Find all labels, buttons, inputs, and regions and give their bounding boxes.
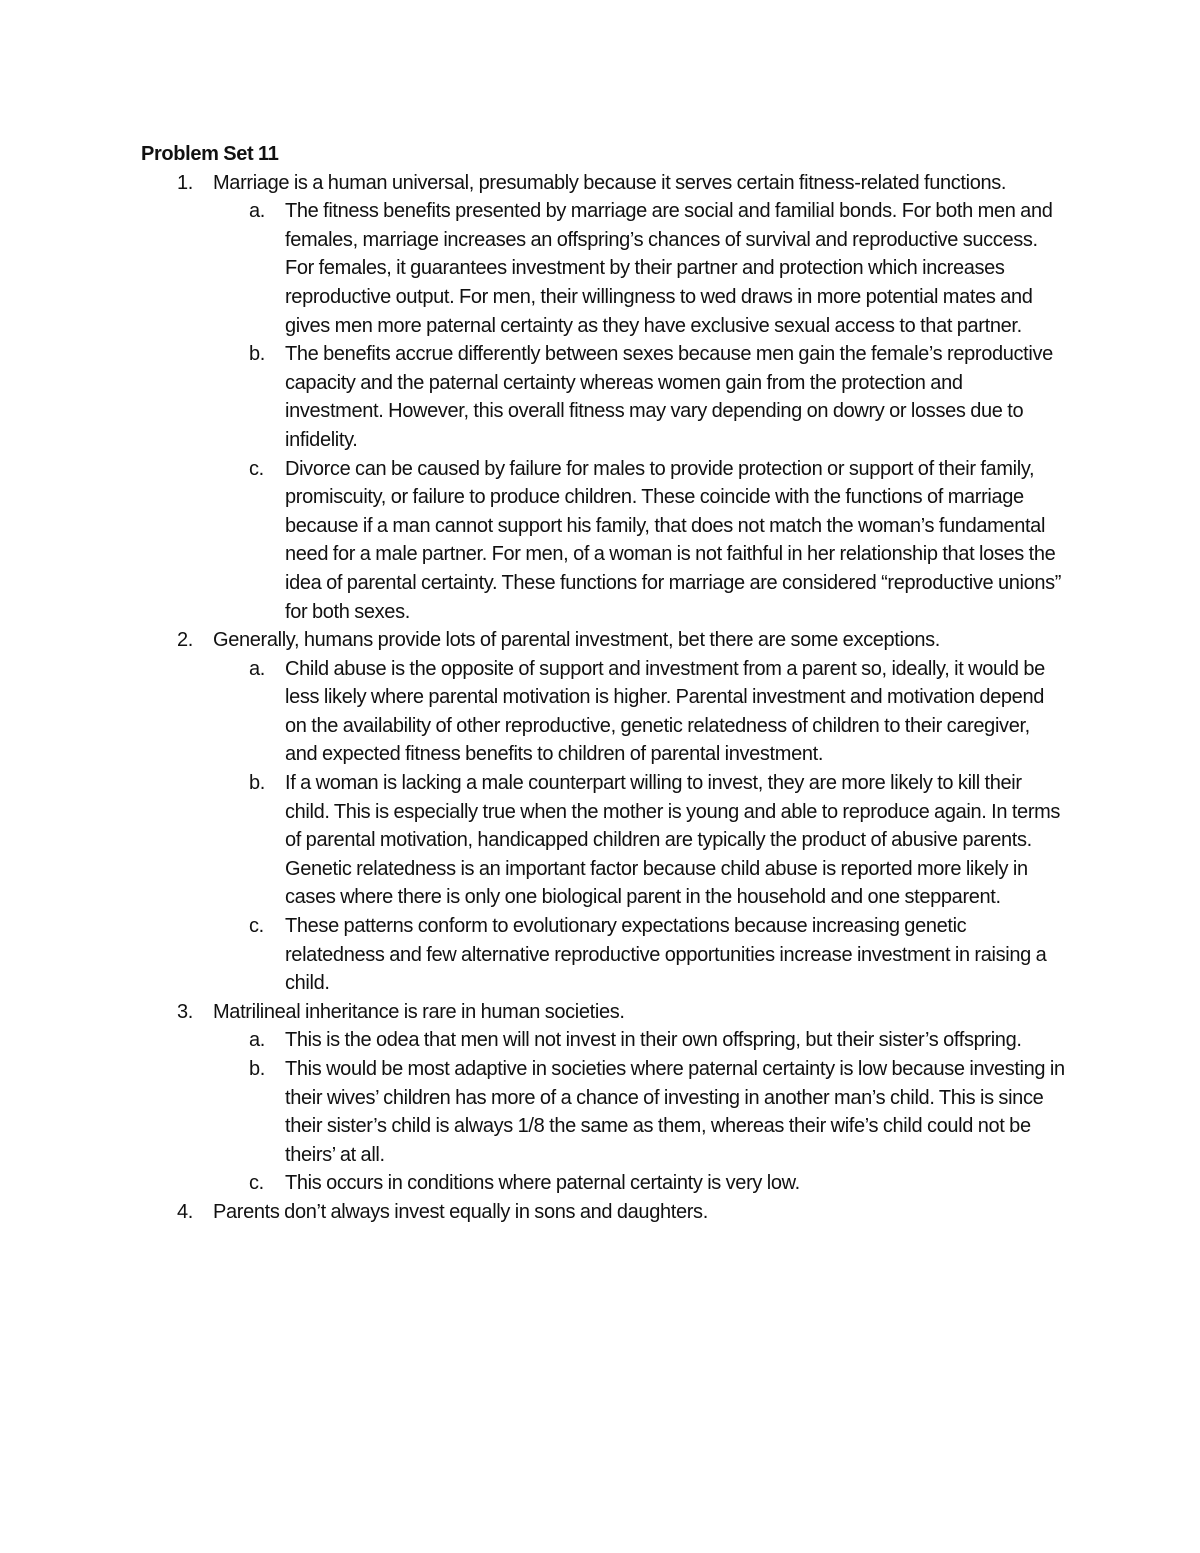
answer-item xyxy=(213,769,1071,912)
answer-letter: c. xyxy=(249,915,264,938)
answer-list xyxy=(213,1026,1071,1198)
answer-item xyxy=(213,1026,1071,1055)
answer-text: This is the odea that men will not invest in their own offspring, but their sister’s offspring. xyxy=(285,1029,1022,1052)
question-number: 1. xyxy=(177,171,193,194)
answer-item xyxy=(213,655,1071,769)
answer-item xyxy=(213,340,1071,454)
answer-item xyxy=(213,197,1071,340)
document-page xyxy=(141,140,1071,1227)
question-number: 2. xyxy=(177,629,193,652)
answer-letter: a. xyxy=(249,657,265,680)
question-item xyxy=(141,1198,1071,1227)
answer-text: The benefits accrue differently between sexes because men gain the female’s reproductive capacity and the paternal certainty whereas women gain from the protection and investment. However, this overall fitness may vary depending on dowry or losses due to infidelity. xyxy=(285,343,1053,451)
question-text: Generally, humans provide lots of parental investment, bet there are some exceptions. xyxy=(213,629,941,652)
question-number: 4. xyxy=(177,1200,193,1223)
question-item xyxy=(141,169,1071,627)
answer-letter: a. xyxy=(249,1029,265,1052)
answer-item xyxy=(213,1055,1071,1169)
question-list xyxy=(141,169,1071,1227)
answer-letter: c. xyxy=(249,457,264,480)
answer-item xyxy=(213,912,1071,998)
answer-text: Child abuse is the opposite of support and investment from a parent so, ideally, it would be less likely where parental motivation is higher. Parental investment and motivation depend on the availability of other reproductive, genetic relatedness of children to their caregiver, and expected fitness benefits to children of parental investment. xyxy=(285,657,1045,766)
question-number: 3. xyxy=(177,1000,193,1023)
question-text: Parents don’t always invest equally in sons and daughters. xyxy=(213,1200,708,1223)
answer-text: The fitness benefits presented by marriage are social and familial bonds. For both men and females, marriage increases an offspring’s chances of survival and reproductive success. For females, it guarantees investment by their partner and protection which increases reproductive output. For men, their willingness to wed draws in more potential mates and gives men more paternal certainty as they have exclusive sexual access to that partner. xyxy=(285,200,1053,337)
answer-letter: b. xyxy=(249,343,265,366)
document-title: Problem Set 11 xyxy=(141,143,279,165)
question-text: Matrilineal inheritance is rare in human societies. xyxy=(213,1000,625,1023)
answer-text: Divorce can be caused by failure for males to provide protection or support of their family, promiscuity, or failure to produce children. These coincide with the functions of marriage because if a man cannot support his family, that does not match the woman’s fundamental need for a male partner. For men, of a woman is not faithful in her relationship that loses the idea of parental certainty. These functions for marriage are considered “reproductive unions” for both sexes. xyxy=(285,457,1062,623)
answer-letter: b. xyxy=(249,1058,265,1080)
answer-list xyxy=(213,197,1071,626)
answer-letter: b. xyxy=(249,772,265,795)
question-item xyxy=(141,998,1071,1198)
answer-item xyxy=(213,1169,1071,1198)
question-item xyxy=(141,626,1071,998)
answer-text: If a woman is lacking a male counterpart willing to invest, they are more likely to kill their child. This is especially true when the mother is young and able to reproduce again. In terms of parental motivation, handicapped children are typically the product of abusive parents. Genetic relatedness is an important factor because child abuse is reported more likely in cases where there is only one biological parent in the household and one stepparent. xyxy=(285,772,1061,909)
answer-text: These patterns conform to evolutionary expectations because increasing genetic relatedness and few alternative reproductive opportunities increase investment in raising a child. xyxy=(285,915,1047,995)
answer-letter: c. xyxy=(249,1172,264,1195)
answer-item xyxy=(213,455,1071,627)
answer-text: This would be most adaptive in societies where paternal certainty is low because investing in their wives’ children has more of a chance of investing in another man’s child. This is since their sister’s child is always 1/8 the same as them, whereas their wife’s child could not be theirs’ at all. xyxy=(285,1058,1065,1166)
answer-text: This occurs in conditions where paternal certainty is very low. xyxy=(285,1172,800,1195)
answer-letter: a. xyxy=(249,200,265,223)
question-text: Marriage is a human universal, presumably because it serves certain fitness-related functions. xyxy=(213,171,1007,194)
answer-list xyxy=(213,655,1071,998)
